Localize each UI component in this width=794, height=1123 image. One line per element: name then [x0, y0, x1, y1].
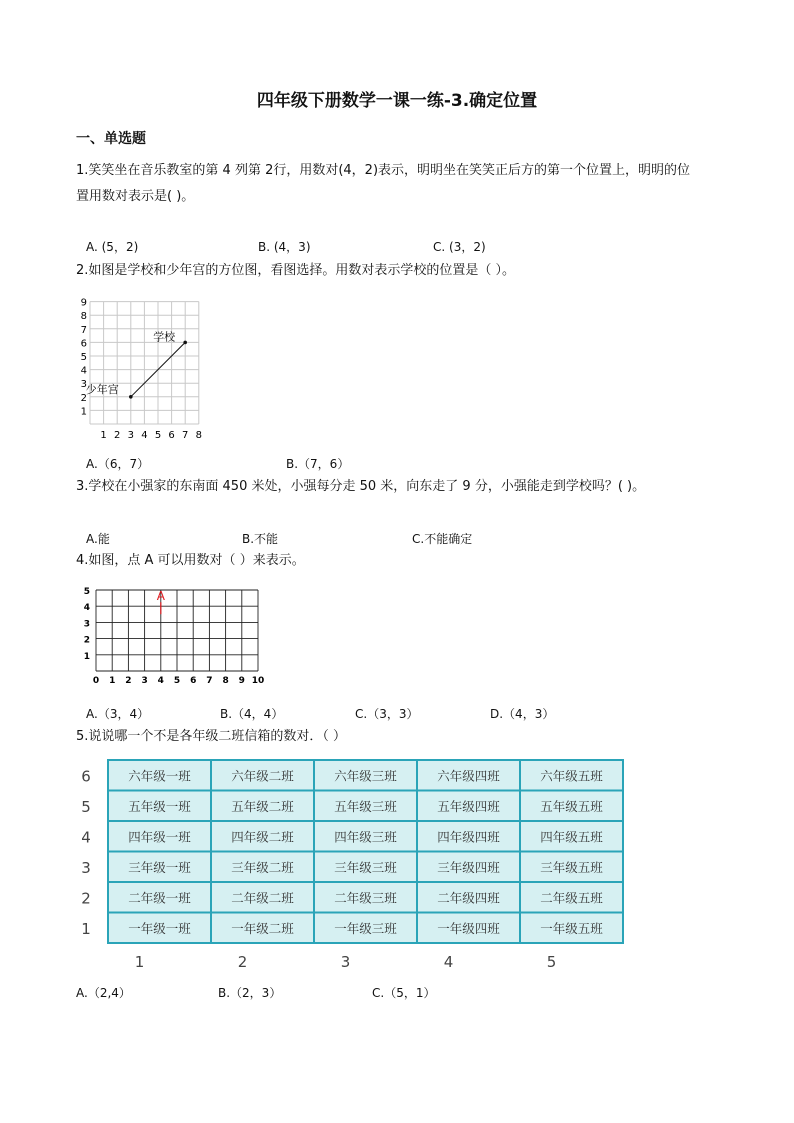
q5-column-label: 1 [134, 953, 145, 971]
q2-x-tick-label: 3 [127, 430, 134, 441]
q2-x-tick-label: 8 [195, 430, 202, 441]
q5-mailbox-label: 三年级四班 [437, 859, 500, 875]
q5-mailbox-label: 二年级四班 [437, 890, 500, 906]
q5-mailbox-label: 一年级一班 [128, 920, 191, 936]
q2-y-tick-label: 2 [80, 392, 87, 404]
q5-mailbox-label: 一年级四班 [437, 920, 500, 936]
q2-option-a[interactable]: A.（6，7） [86, 457, 150, 471]
q5-mailbox-label: 六年级二班 [231, 768, 294, 784]
q5-mailbox-label: 二年级五班 [540, 890, 603, 906]
q5-mailbox-label: 三年级五班 [540, 859, 603, 875]
q3-option-c[interactable]: C.不能确定 [412, 532, 473, 546]
q2-y-tick-label: 3 [80, 379, 87, 391]
q2-option-b[interactable]: B.（7，6） [286, 457, 350, 471]
q5-mailbox-label: 四年级五班 [540, 829, 603, 845]
q2-location-figure [76, 292, 246, 442]
q1-text-line1: 1.笑笑坐在音乐教室的第 4 列第 2行，用数对(4，2)表示，明明坐在笑笑正后方的第一个位置上，明明的位 [76, 163, 691, 178]
q4-option-d[interactable]: D.（4，3） [490, 707, 555, 721]
q4-x-tick-label: 1 [109, 676, 116, 686]
q5-mailbox-label: 五年级二班 [231, 798, 294, 814]
q5-mailbox-label: 六年级五班 [540, 768, 603, 784]
q2-point-school [183, 341, 187, 345]
q3-option-b[interactable]: B.不能 [242, 532, 279, 546]
q5-mailbox-label: 五年级三班 [334, 798, 397, 814]
q5-mailbox-label: 二年级三班 [334, 890, 397, 906]
q5-option-c[interactable]: C.（5，1） [372, 986, 436, 1000]
q5-mailbox-label: 六年级四班 [437, 768, 500, 784]
q4-y-tick-label: 2 [83, 635, 90, 646]
q2-y-tick-label: 1 [80, 406, 87, 418]
q2-x-tick-label: 1 [100, 430, 107, 441]
q4-y-tick-label: 5 [83, 587, 90, 597]
q4-x-tick-label: 9 [238, 676, 245, 686]
q2-x-tick-label: 5 [154, 430, 162, 441]
q5-column-label: 2 [237, 953, 248, 971]
q4-x-tick-label: 4 [157, 676, 164, 686]
q2-y-tick-label: 4 [80, 365, 87, 377]
q5-column-labels [135, 953, 557, 971]
q2-label-school: 学校 [153, 330, 176, 344]
q5-row-labels [81, 767, 91, 938]
q3-text: 3.学校在小强家的东南面 450 米处，小强每分走 50 米，向东走了 9 分，小强能走到学校吗？( )。 [76, 479, 646, 494]
q5-mailbox-label: 二年级一班 [128, 890, 191, 906]
q4-option-c[interactable]: C.（3，3） [355, 707, 419, 721]
q5-row-label: 6 [81, 767, 91, 786]
q2-x-tick-label: 6 [168, 430, 175, 441]
q5-mailbox-label: 三年级一班 [128, 859, 191, 875]
q5-mailbox-label: 三年级三班 [334, 859, 397, 875]
q5-mailbox-label: 一年级五班 [540, 920, 603, 936]
q5-mailbox-label: 四年级三班 [334, 829, 397, 845]
q5-row-label: 4 [81, 828, 91, 847]
page-title: 四年级下册数学一课一练-3.确定位置 [256, 91, 538, 111]
q4-x-tick-label: 10 [251, 676, 265, 686]
q5-column-label: 3 [340, 953, 351, 971]
q1-option-a[interactable]: A. (5，2) [86, 240, 139, 254]
q4-coordinate-grid-figure [76, 582, 266, 690]
q4-y-axis-ticks [84, 587, 90, 662]
q2-y-tick-label: 7 [80, 324, 87, 336]
q4-option-a[interactable]: A.（3，4） [86, 707, 150, 721]
q4-option-b[interactable]: B.（4，4） [220, 707, 284, 721]
q5-row-label: 3 [81, 858, 91, 877]
q2-y-tick-label: 5 [80, 352, 87, 363]
q2-x-tick-label: 4 [141, 430, 148, 441]
q1-option-c[interactable]: C. (3，2) [433, 240, 486, 254]
q5-mailbox-label: 六年级三班 [334, 768, 397, 784]
q4-x-tick-label: 7 [206, 676, 213, 686]
q4-grid [96, 590, 258, 671]
q2-y-axis-ticks [81, 298, 87, 418]
q4-y-tick-label: 3 [83, 619, 90, 630]
q5-column-label: 5 [546, 953, 557, 971]
q5-mailbox-label: 五年级四班 [437, 798, 500, 814]
q4-x-tick-label: 6 [190, 676, 197, 686]
q5-row-label: 5 [81, 797, 91, 816]
q5-row-label: 2 [81, 889, 91, 908]
q4-point-a-label: A [156, 589, 166, 604]
q4-y-tick-label: 1 [83, 651, 90, 662]
q4-x-tick-label: 5 [173, 676, 181, 686]
q5-mailbox-label: 五年级一班 [128, 798, 191, 814]
q2-point-youth-palace [129, 395, 133, 399]
q2-y-tick-label: 8 [80, 311, 87, 323]
q5-mailbox-label: 四年级二班 [231, 829, 294, 845]
q2-grid [90, 302, 199, 424]
q5-mailbox-label: 五年级五班 [540, 798, 603, 814]
q5-mailbox-label: 一年级三班 [334, 920, 397, 936]
q5-mailbox-grid [76, 758, 624, 972]
q3-option-a[interactable]: A.能 [86, 532, 110, 546]
q5-mailbox-label: 二年级二班 [231, 890, 294, 906]
q4-y-tick-label: 4 [83, 603, 90, 614]
q5-option-a[interactable]: A.（2,4） [76, 986, 131, 1000]
q2-text: 2.如图是学校和少年宫的方位图，看图选择。用数对表示学校的位置是（ ）。 [76, 263, 516, 278]
q5-mailbox-label: 三年级二班 [231, 859, 294, 875]
q1-text-line2: 置用数对表示是( )。 [76, 189, 195, 204]
q5-option-b[interactable]: B.（2，3） [218, 986, 282, 1000]
q4-x-tick-label: 8 [222, 676, 229, 686]
q5-mailbox-cells [108, 760, 623, 943]
section-heading: 一、单选题 [76, 131, 146, 147]
q2-y-tick-label: 6 [80, 338, 87, 350]
q5-mailbox-label: 四年级一班 [128, 829, 191, 845]
q4-x-tick-label: 0 [92, 676, 100, 686]
q2-x-tick-label: 2 [114, 430, 121, 441]
q1-option-b[interactable]: B. (4，3) [258, 240, 311, 254]
q5-text: 5.说说哪一个不是各年级二班信箱的数对．（ ） [76, 729, 347, 744]
q2-label-youth-palace: 少年宫 [85, 382, 119, 396]
q5-mailbox-label: 一年级二班 [231, 920, 294, 936]
q4-x-axis-ticks [93, 676, 264, 686]
q4-text: 4.如图，点 A 可以用数对（ ）来表示。 [76, 553, 305, 568]
q5-row-label: 1 [81, 919, 91, 938]
q5-mailbox-label: 四年级四班 [437, 829, 500, 845]
q5-mailbox-label: 六年级一班 [128, 768, 191, 784]
q2-x-tick-label: 7 [182, 430, 189, 441]
q2-x-axis-ticks [100, 430, 202, 441]
q5-column-label: 4 [443, 953, 454, 971]
q4-x-tick-label: 3 [141, 676, 148, 686]
q4-x-tick-label: 2 [125, 676, 132, 686]
q2-y-tick-label: 9 [80, 297, 87, 309]
